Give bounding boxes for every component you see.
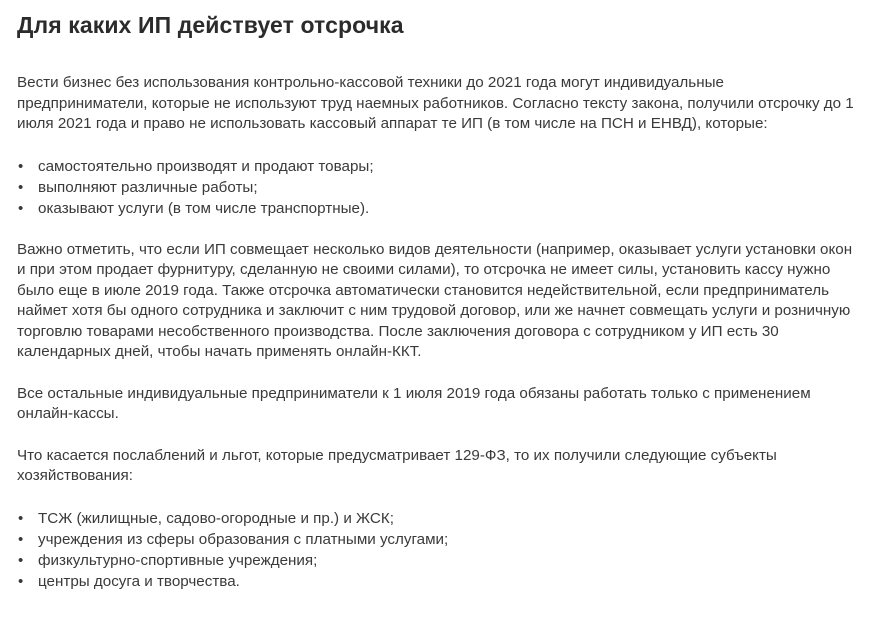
paragraph-important: Важно отметить, что если ИП совмещает несколько видов деятельности (например, оказывает услуги установки окон и при этом продает фурнитуру, сделанную не своими силами), то отсрочка не имеет силы, установить кассу нужно было еще в июле 2019 года. Также отсрочка автоматически становится недействительной, если предприниматель наймет хотя бы одного сотрудника и заключит с ним трудовой договор, или же начнет совмещать услуги и розничную торговлю товарами несобственного производства. После заключения договора с сотрудником у ИП есть 30 календарных дней, чтобы начать применять онлайн-ККТ. <box>17 240 853 360</box>
bullet-icon: • <box>18 572 24 590</box>
list-item: • ТСЖ (жилищные, садово-огородные и пр.) и ЖСК; <box>18 509 394 527</box>
list-item: • учреждения из сферы образования с платными услугами; <box>18 530 449 548</box>
list-beneficiaries <box>17 508 857 592</box>
paragraph-others: Все остальные индивидуальные предприниматели к 1 июля 2019 года обязаны работать только с применением онлайн-кассы. <box>17 384 811 422</box>
list-item: • выполняют различные работы; <box>18 178 258 196</box>
list-deferral-conditions <box>17 156 857 219</box>
bullet-icon: • <box>18 199 24 217</box>
bullet-icon: • <box>18 178 24 196</box>
article-title: Для каких ИП действует отсрочка <box>17 12 404 38</box>
list-item: • центры досуга и творчества. <box>18 572 240 590</box>
list-item: • самостоятельно производят и продают товары; <box>18 157 374 175</box>
list-item: • физкультурно-спортивные учреждения; <box>18 551 318 569</box>
paragraph-intro: Вести бизнес без использования контрольно-кассовой техники до 2021 года могут индивидуальные предприниматели, которые не используют труд наемных работников. Согласно тексту закона, получили отсрочку до 1 июля 2021 года и право не использовать кассовый аппарат те ИП (в том числе на ПСН и ЕНВД), которые: <box>17 74 854 132</box>
list-item: • оказывают услуги (в том числе транспортные). <box>18 199 370 217</box>
paragraph-benefits: Что касается послаблений и льгот, которые предусматривает 129-ФЗ, то их получили следующие субъекты хозяйствования: <box>17 446 777 484</box>
bullet-icon: • <box>18 157 24 175</box>
bullet-icon: • <box>18 530 24 548</box>
bullet-icon: • <box>18 551 24 569</box>
bullet-icon: • <box>18 509 24 527</box>
